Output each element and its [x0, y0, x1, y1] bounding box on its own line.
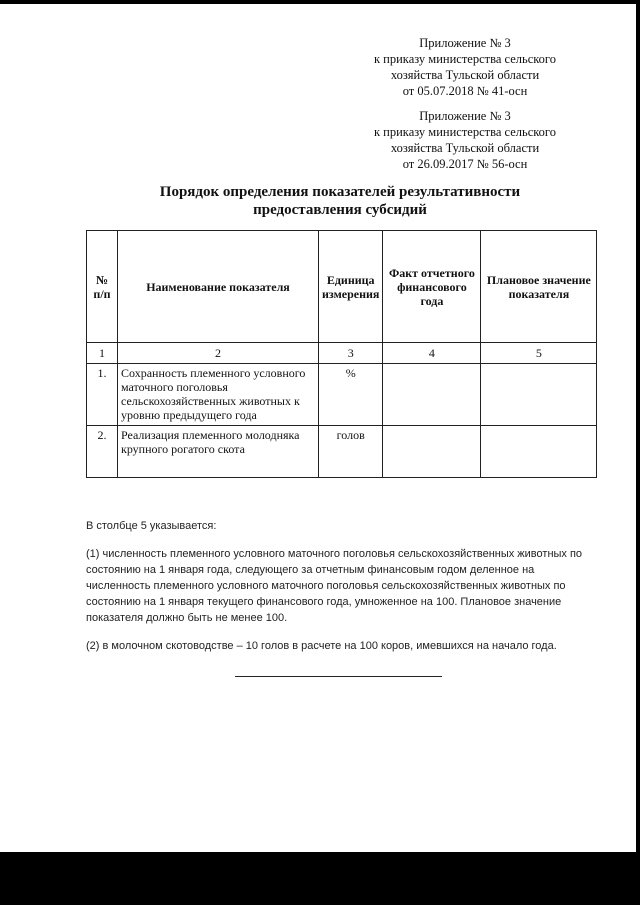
appendix-line: хозяйства Тульской области — [390, 141, 540, 155]
header-cell-unit: Единица измерения — [319, 231, 383, 343]
appendix-date: от 26.09.2017 № 56-осн — [402, 157, 528, 171]
row-name: Сохранность племенного условного маточного поголовья сельскохозяйственных животных к уровню предыдущего года — [118, 364, 319, 426]
row-fact — [383, 426, 481, 478]
table-header-row — [87, 231, 597, 343]
column-number: 5 — [481, 343, 597, 364]
row-unit: голов — [319, 426, 383, 478]
appendix-line: Приложение № 3 — [419, 36, 511, 50]
row-unit: % — [319, 364, 383, 426]
appendix-block-current — [340, 35, 590, 99]
appendix-line: хозяйства Тульской области — [390, 68, 540, 82]
scan-border-right — [636, 0, 640, 905]
row-plan — [481, 426, 597, 478]
row-fact — [383, 364, 481, 426]
note-item-1: (1) численность племенного условного маточного поголовья сельскохозяйственных животных по состоянию на 1 января года, следующего за отчетным финансовым годом деленное на численность племенного условного маточного поголовья сельскохозяйственных животных по состоянию на 1 января текущего финансового года, умноженное на 100. Плановое значение показателя должно быть не менее 100. — [86, 548, 583, 624]
column-number: 1 — [87, 343, 118, 364]
table-row — [87, 426, 597, 478]
header-cell-number: № п/п — [87, 231, 118, 343]
note-item-2: (2) в молочном скотоводстве – 10 голов в расчете на 100 коров, имевшихся на начало года. — [86, 640, 557, 652]
title-line: предоставления субсидий — [253, 202, 427, 218]
column-number: 3 — [319, 343, 383, 364]
appendix-date: от 05.07.2018 № 41-осн — [402, 84, 528, 98]
document-title — [100, 183, 580, 219]
appendix-line: Приложение № 3 — [419, 109, 511, 123]
header-cell-plan: Плановое значение показателя — [481, 231, 597, 343]
header-cell-name: Наименование показателя — [118, 231, 319, 343]
column-number: 4 — [383, 343, 481, 364]
indicators-table — [86, 230, 597, 478]
appendix-block-previous — [340, 108, 590, 172]
end-rule — [235, 676, 442, 677]
notes-intro: В столбце 5 указывается: — [86, 520, 217, 532]
column-number-row — [87, 343, 597, 364]
appendix-line: к приказу министерства сельского — [373, 125, 556, 139]
row-number: 1. — [87, 364, 118, 426]
title-line: Порядок определения показателей результативности — [159, 184, 521, 200]
scan-border-bottom — [0, 852, 640, 905]
row-number: 2. — [87, 426, 118, 478]
row-plan — [481, 364, 597, 426]
header-cell-fact: Факт отчетного финансового года — [383, 231, 481, 343]
table-row — [87, 364, 597, 426]
notes-section — [86, 518, 596, 666]
row-name: Реализация племенного молодняка крупного рогатого скота — [118, 426, 319, 478]
appendix-line: к приказу министерства сельского — [373, 52, 556, 66]
column-number: 2 — [118, 343, 319, 364]
scan-border-top — [0, 0, 640, 4]
